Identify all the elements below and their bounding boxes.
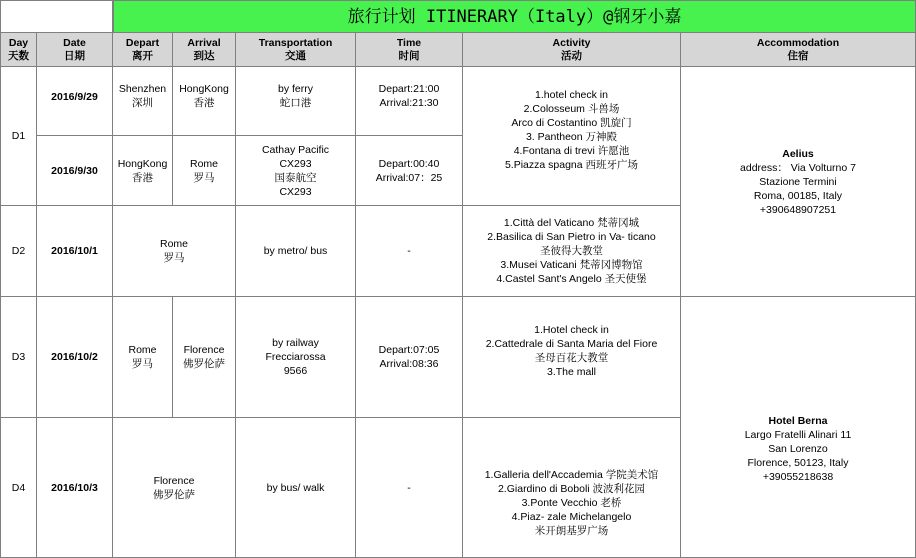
accommodation-cell[interactable]: Hotel Berna Largo Fratelli Alinari 11 San Lorenzo Florence, 50123, Italy +39055218638 (681, 297, 916, 558)
date-cell[interactable]: 2016/9/29 (37, 67, 113, 136)
time-cell[interactable]: Depart:07:05 Arrival:08:36 (356, 297, 463, 418)
title-blank-cell[interactable] (0, 0, 113, 33)
transport-cell[interactable]: Cathay Pacific CX293 国泰航空 CX293 (236, 136, 356, 206)
transport-cell[interactable]: by metro/ bus (236, 206, 356, 297)
date-cell[interactable]: 2016/10/1 (37, 206, 113, 297)
day-cell-d2[interactable]: D2 (0, 206, 37, 297)
header-transportation[interactable]: Transportation 交通 (236, 33, 356, 67)
header-arrival[interactable]: Arrival 到达 (173, 33, 236, 67)
depart-cell[interactable]: Shenzhen 深圳 (113, 67, 173, 136)
page-title: 旅行计划 ITINERARY（Italy）@钢牙小嘉 (347, 6, 682, 27)
depart-cell[interactable]: HongKong 香港 (113, 136, 173, 206)
date-cell[interactable]: 2016/10/2 (37, 297, 113, 418)
header-accommodation[interactable]: Accommodation 住宿 (681, 33, 916, 67)
depart-cell[interactable]: Rome 罗马 (113, 297, 173, 418)
date-cell[interactable]: 2016/9/30 (37, 136, 113, 206)
place-cell[interactable]: Florence 佛罗伦萨 (113, 418, 236, 558)
header-time[interactable]: Time 时间 (356, 33, 463, 67)
time-cell[interactable]: Depart:00:40 Arrival:07：25 (356, 136, 463, 206)
title-cell[interactable] (113, 0, 916, 33)
activity-cell[interactable]: 1.Hotel check in 2.Cattedrale di Santa Maria del Fiore 圣母百花大教堂 3.The mall (463, 297, 681, 418)
time-cell[interactable]: - (356, 206, 463, 297)
day-cell-d4[interactable]: D4 (0, 418, 37, 558)
activity-cell[interactable]: 1.hotel check in 2.Colosseum 斗兽场 Arco di Costantino 凯旋门 3. Pantheon 万神殿 4.Fontana di trevi 许愿池 5.Piazza spagna 西班牙广场 (463, 67, 681, 206)
header-day[interactable]: Day 天数 (0, 33, 37, 67)
header-depart[interactable]: Depart 离开 (113, 33, 173, 67)
activity-cell[interactable]: 1.Galleria dell'Accademia 学院美术馆 2.Giardino di Boboli 波波利花园 3.Ponte Vecchio 老桥 4.Piaz- zale Michelangelo 米开朗基罗广场 (463, 418, 681, 558)
hotel-name: Aelius (782, 147, 814, 160)
transport-cell[interactable]: by bus/ walk (236, 418, 356, 558)
transport-cell[interactable]: by ferry 蛇口港 (236, 67, 356, 136)
header-date[interactable]: Date 日期 (37, 33, 113, 67)
transport-cell[interactable]: by railway Frecciarossa 9566 (236, 297, 356, 418)
date-cell[interactable]: 2016/10/3 (37, 418, 113, 558)
arrival-cell[interactable]: HongKong 香港 (173, 67, 236, 136)
activity-cell[interactable]: 1.Città del Vaticano 梵蒂冈城 2.Basilica di San Pietro in Va- ticano 圣彼得大教堂 3.Musei Vaticani 梵蒂冈博物馆 4.Castel Sant's Angelo 圣天使堡 (463, 206, 681, 297)
arrival-cell[interactable]: Florence 佛罗伦萨 (173, 297, 236, 418)
header-activity[interactable]: Activity 活动 (463, 33, 681, 67)
day-cell-d1[interactable]: D1 (0, 67, 37, 206)
hotel-name: Hotel Berna (768, 415, 828, 427)
arrival-cell[interactable]: Rome 罗马 (173, 136, 236, 206)
day-cell-d3[interactable]: D3 (0, 297, 37, 418)
time-cell[interactable]: - (356, 418, 463, 558)
accommodation-cell[interactable]: Aelius address： Via Volturno 7 Stazione Termini Roma, 00185, Italy +390648907251 (681, 67, 916, 297)
time-cell[interactable]: Depart:21:00 Arrival:21:30 (356, 67, 463, 136)
place-cell[interactable]: Rome 罗马 (113, 206, 236, 297)
